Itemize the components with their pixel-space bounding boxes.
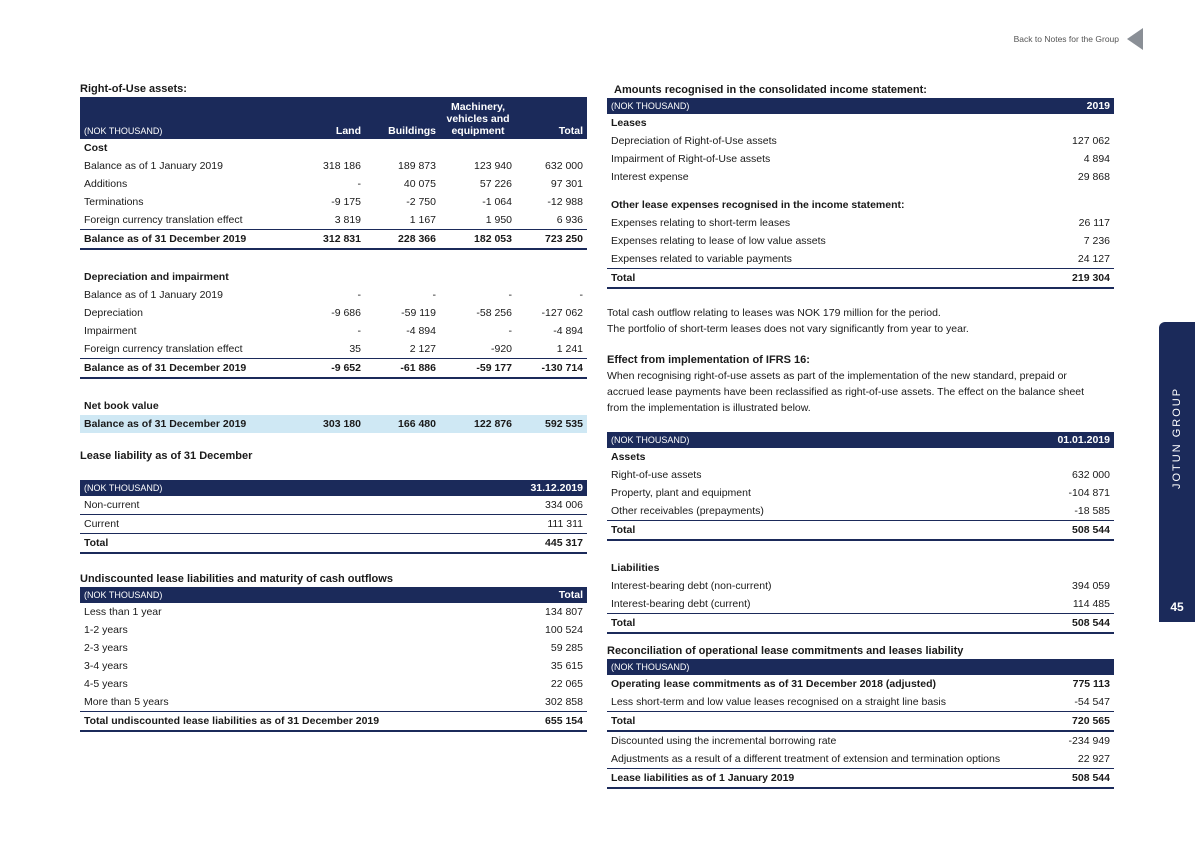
table-row: Interest-bearing debt (non-current) 394 059	[611, 580, 1110, 592]
table-row: Balance as of 1 January 2019 - - - -	[84, 289, 583, 301]
total-row: Total 445 317	[80, 534, 587, 554]
cost-heading: Cost	[84, 142, 108, 154]
back-label: Back to Notes for the Group	[1013, 34, 1119, 44]
subtotal-row: Total 720 565	[607, 712, 1114, 732]
table-row: Interest-bearing debt (current) 114 485	[611, 598, 1110, 610]
table-row: Impairment - -4 894 - -4 894	[84, 325, 583, 337]
side-tab	[1159, 322, 1195, 622]
table-row: Property, plant and equipment -104 871	[611, 487, 1110, 499]
table-row: 1-2 years 100 524	[84, 624, 583, 636]
back-to-notes-link[interactable]	[1014, 28, 1143, 50]
col-machinery: Machinery, vehicles and equipment	[440, 97, 516, 139]
table-row: Other receivables (prepayments) -18 585	[611, 505, 1110, 517]
recon-title: Reconciliation of operational lease commitments and leases liability	[607, 645, 964, 657]
table-row: Terminations -9 175 -2 750 -1 064 -12 988	[84, 196, 583, 208]
total-row: Total undiscounted lease liabilities as of 31 December 2019 655 154	[80, 712, 587, 732]
ifrs-title: Effect from implementation of IFRS 16:	[607, 354, 810, 366]
table-row: Non-current 334 006	[80, 496, 587, 515]
table-row: Current 111 311	[80, 515, 587, 534]
back-arrow-icon[interactable]	[1127, 28, 1143, 50]
table-row: Right-of-use assets 632 000	[611, 469, 1110, 481]
col-buildings: Buildings	[365, 97, 440, 139]
table-row: More than 5 years 302 858	[84, 696, 583, 708]
ifrs-paragraph: Effect from implementation of IFRS 16: When recognising right-of-use assets as part of the implementation of the new standard, prepaid or accrued lease payments have been reclassified as right-of-use assets. The effect on the balance sheet from the implementation is illustrated below.	[607, 354, 1085, 414]
brand-label: JOTUN GROUP	[1171, 386, 1183, 490]
table-row: 4-5 years 22 065	[84, 678, 583, 690]
lease-liability-title: Lease liability as of 31 December	[80, 450, 253, 462]
table-row: Discounted using the incremental borrowing rate -234 949	[611, 735, 1110, 747]
undiscounted-table: (NOK THOUSAND) Total Less than 1 year 134 807 1-2 years 100 524 2-3 years 59 285 3-4 years 35 615 4-5 years 22 065 More than 5 years 302 858 Total undiscounted lease liabilities as of 31 December 2019 655 154	[80, 587, 587, 732]
table-row: Foreign currency translation effect 35 2 127 -920 1 241	[84, 343, 583, 355]
table-row: Depreciation of Right-of-Use assets 127 062	[611, 135, 1110, 147]
total-row: Total 508 544	[607, 614, 1114, 634]
assets-heading: Assets	[611, 451, 646, 463]
leases-heading: Leases	[611, 117, 647, 129]
nbv-row: Balance as of 31 December 2019 303 180 166 480 122 876 592 535	[80, 415, 587, 433]
rou-header-row	[80, 97, 587, 139]
table-row: Additions - 40 075 57 226 97 301	[84, 178, 583, 190]
col-total: Total	[516, 97, 587, 139]
table-row: Less than 1 year 134 807	[84, 606, 583, 618]
liabilities-heading: Liabilities	[611, 562, 660, 574]
table-row: Operating lease commitments as of 31 December 2018 (adjusted) 775 113	[611, 678, 1110, 690]
dep-heading: Depreciation and impairment	[84, 271, 229, 283]
rou-table	[80, 97, 587, 433]
page-number: 45	[1170, 600, 1184, 614]
cost-total-row: Balance as of 31 December 2019 312 831 228 366 182 053 723 250	[80, 230, 587, 250]
income-title: Amounts recognised in the consolidated income statement:	[614, 84, 927, 96]
table-row: Expenses relating to short-term leases 26 117	[611, 217, 1110, 229]
table-row: 2-3 years 59 285	[84, 642, 583, 654]
table-row: Foreign currency translation effect 3 819 1 167 1 950 6 936	[84, 214, 583, 226]
nbv-heading: Net book value	[84, 400, 159, 412]
total-row: Lease liabilities as of 1 January 2019 508 544	[607, 769, 1114, 789]
income-table: (NOK THOUSAND) 2019 Leases Depreciation of Right-of-Use assets 127 062 Impairment of Right-of-Use assets 4 894 Interest expense 29 868 Other lease expenses recognised in the income statement: Expenses relating to short-term leases 26 117 Expenses relating to lease of low value assets 7 236 Expenses related to variable payments 24 127 Total 219 304	[607, 98, 1114, 289]
table-row: Balance as of 1 January 2019 318 186 189 873 123 940 632 000	[84, 160, 583, 172]
table-row: Interest expense 29 868	[611, 171, 1110, 183]
total-row: Total 508 544	[607, 521, 1114, 541]
table-row: Less short-term and low value leases recognised on a straight line basis -54 547	[611, 696, 1110, 708]
other-expenses-heading: Other lease expenses recognised in the income statement:	[611, 199, 905, 211]
dep-total-row: Balance as of 31 December 2019 -9 652 -61 886 -59 177 -130 714	[80, 359, 587, 379]
table-row: Expenses related to variable payments 24 127	[611, 253, 1110, 265]
lease-liability-table: (NOK THOUSAND) 31.12.2019 Non-current 334 006 Current 111 311 Total 445 317	[80, 480, 587, 554]
recon-table: (NOK THOUSAND) Operating lease commitments as of 31 December 2018 (adjusted) 775 113 Less short-term and low value leases recognised on a straight line basis -54 547 Total 720 565 Discounted using the incremental borrowing rate -234 949 Adjustments as a result of a different treatment of extension and termination options 22 927 Lease liabilities as of 1 January 2019 508 544	[607, 659, 1114, 789]
rou-title: Right-of-Use assets:	[80, 83, 187, 95]
table-row: Adjustments as a result of a different treatment of extension and termination options 22 927	[611, 753, 1110, 765]
notes-paragraph: Total cash outflow relating to leases was NOK 179 million for the period. The portfolio of short-term leases does not vary significantly from year to year.	[607, 307, 969, 335]
effect-table: (NOK THOUSAND) 01.01.2019 Assets Right-of-use assets 632 000 Property, plant and equipment -104 871 Other receivables (prepayments) -18 585 Total 508 544 Liabilities Interest-bearing debt (non-current) 394 059 Interest-bearing debt (current) 114 485 Total 508 544	[607, 432, 1114, 634]
col-land: Land	[290, 97, 365, 139]
total-row: Total 219 304	[607, 269, 1114, 289]
table-row: Depreciation -9 686 -59 119 -58 256 -127 062	[84, 307, 583, 319]
unit-label: (NOK THOUSAND)	[80, 97, 290, 139]
table-row: Expenses relating to lease of low value assets 7 236	[611, 235, 1110, 247]
table-row: 3-4 years 35 615	[84, 660, 583, 672]
undiscounted-title: Undiscounted lease liabilities and maturity of cash outflows	[80, 573, 393, 585]
table-row: Impairment of Right-of-Use assets 4 894	[611, 153, 1110, 165]
